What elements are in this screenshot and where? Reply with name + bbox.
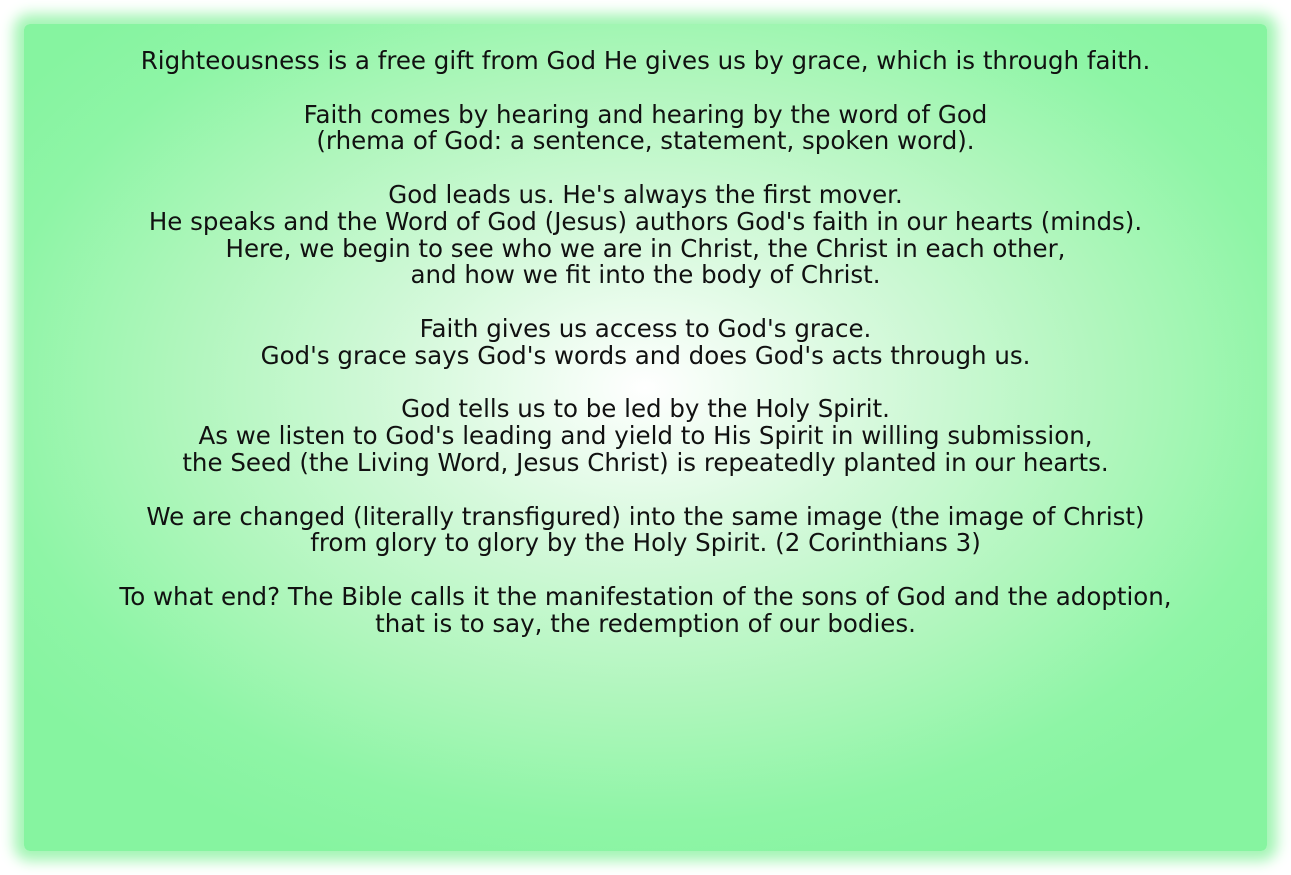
text-line: that is to say, the redemption of our bodies. — [375, 608, 916, 638]
paragraph-holy-spirit — [0, 396, 1291, 476]
text-line: He speaks and the Word of God (Jesus) authors God's faith in our hearts (minds). — [148, 206, 1143, 236]
text-line: Here, we begin to see who we are in Christ, the Christ in each other, — [225, 233, 1066, 263]
text-line: Faith gives us access to God's grace. — [419, 313, 872, 343]
text-line: God's grace says God's words and does God's acts through us. — [260, 340, 1031, 370]
paragraph-transfigured — [0, 501, 1291, 558]
text-line: and how we fit into the body of Christ. — [410, 260, 881, 290]
text-line: (rhema of God: a sentence, statement, spoken word). — [316, 126, 975, 156]
text-line: Righteousness is a free gift from God He gives us by grace, which is through faith. — [140, 46, 1151, 75]
paragraph-god-leads — [0, 179, 1291, 290]
text-line: God tells us to be led by the Holy Spirit. — [401, 394, 890, 424]
paragraph-faith-grace — [0, 313, 1291, 370]
text-line: To what end? The Bible calls it the manifestation of the sons of God and the adoption, — [119, 581, 1172, 611]
text-line: God leads us. He's always the first mover. — [388, 179, 903, 209]
paragraph-to-what-end — [0, 581, 1291, 638]
text-line: As we listen to God's leading and yield to His Spirit in willing submission, — [198, 421, 1093, 451]
text-line: from glory to glory by the Holy Spirit. (2 Corinthians 3) — [310, 528, 981, 558]
paragraph-faith-hearing — [0, 99, 1291, 156]
message-text — [0, 48, 1291, 664]
text-line: We are changed (literally transfigured) into the same image (the image of Christ) — [146, 501, 1145, 531]
text-line: the Seed (the Living Word, Jesus Christ) is repeatedly planted in our hearts. — [182, 447, 1109, 477]
paragraph-righteousness — [0, 48, 1291, 75]
text-line: Faith comes by hearing and hearing by the word of God — [303, 99, 988, 129]
